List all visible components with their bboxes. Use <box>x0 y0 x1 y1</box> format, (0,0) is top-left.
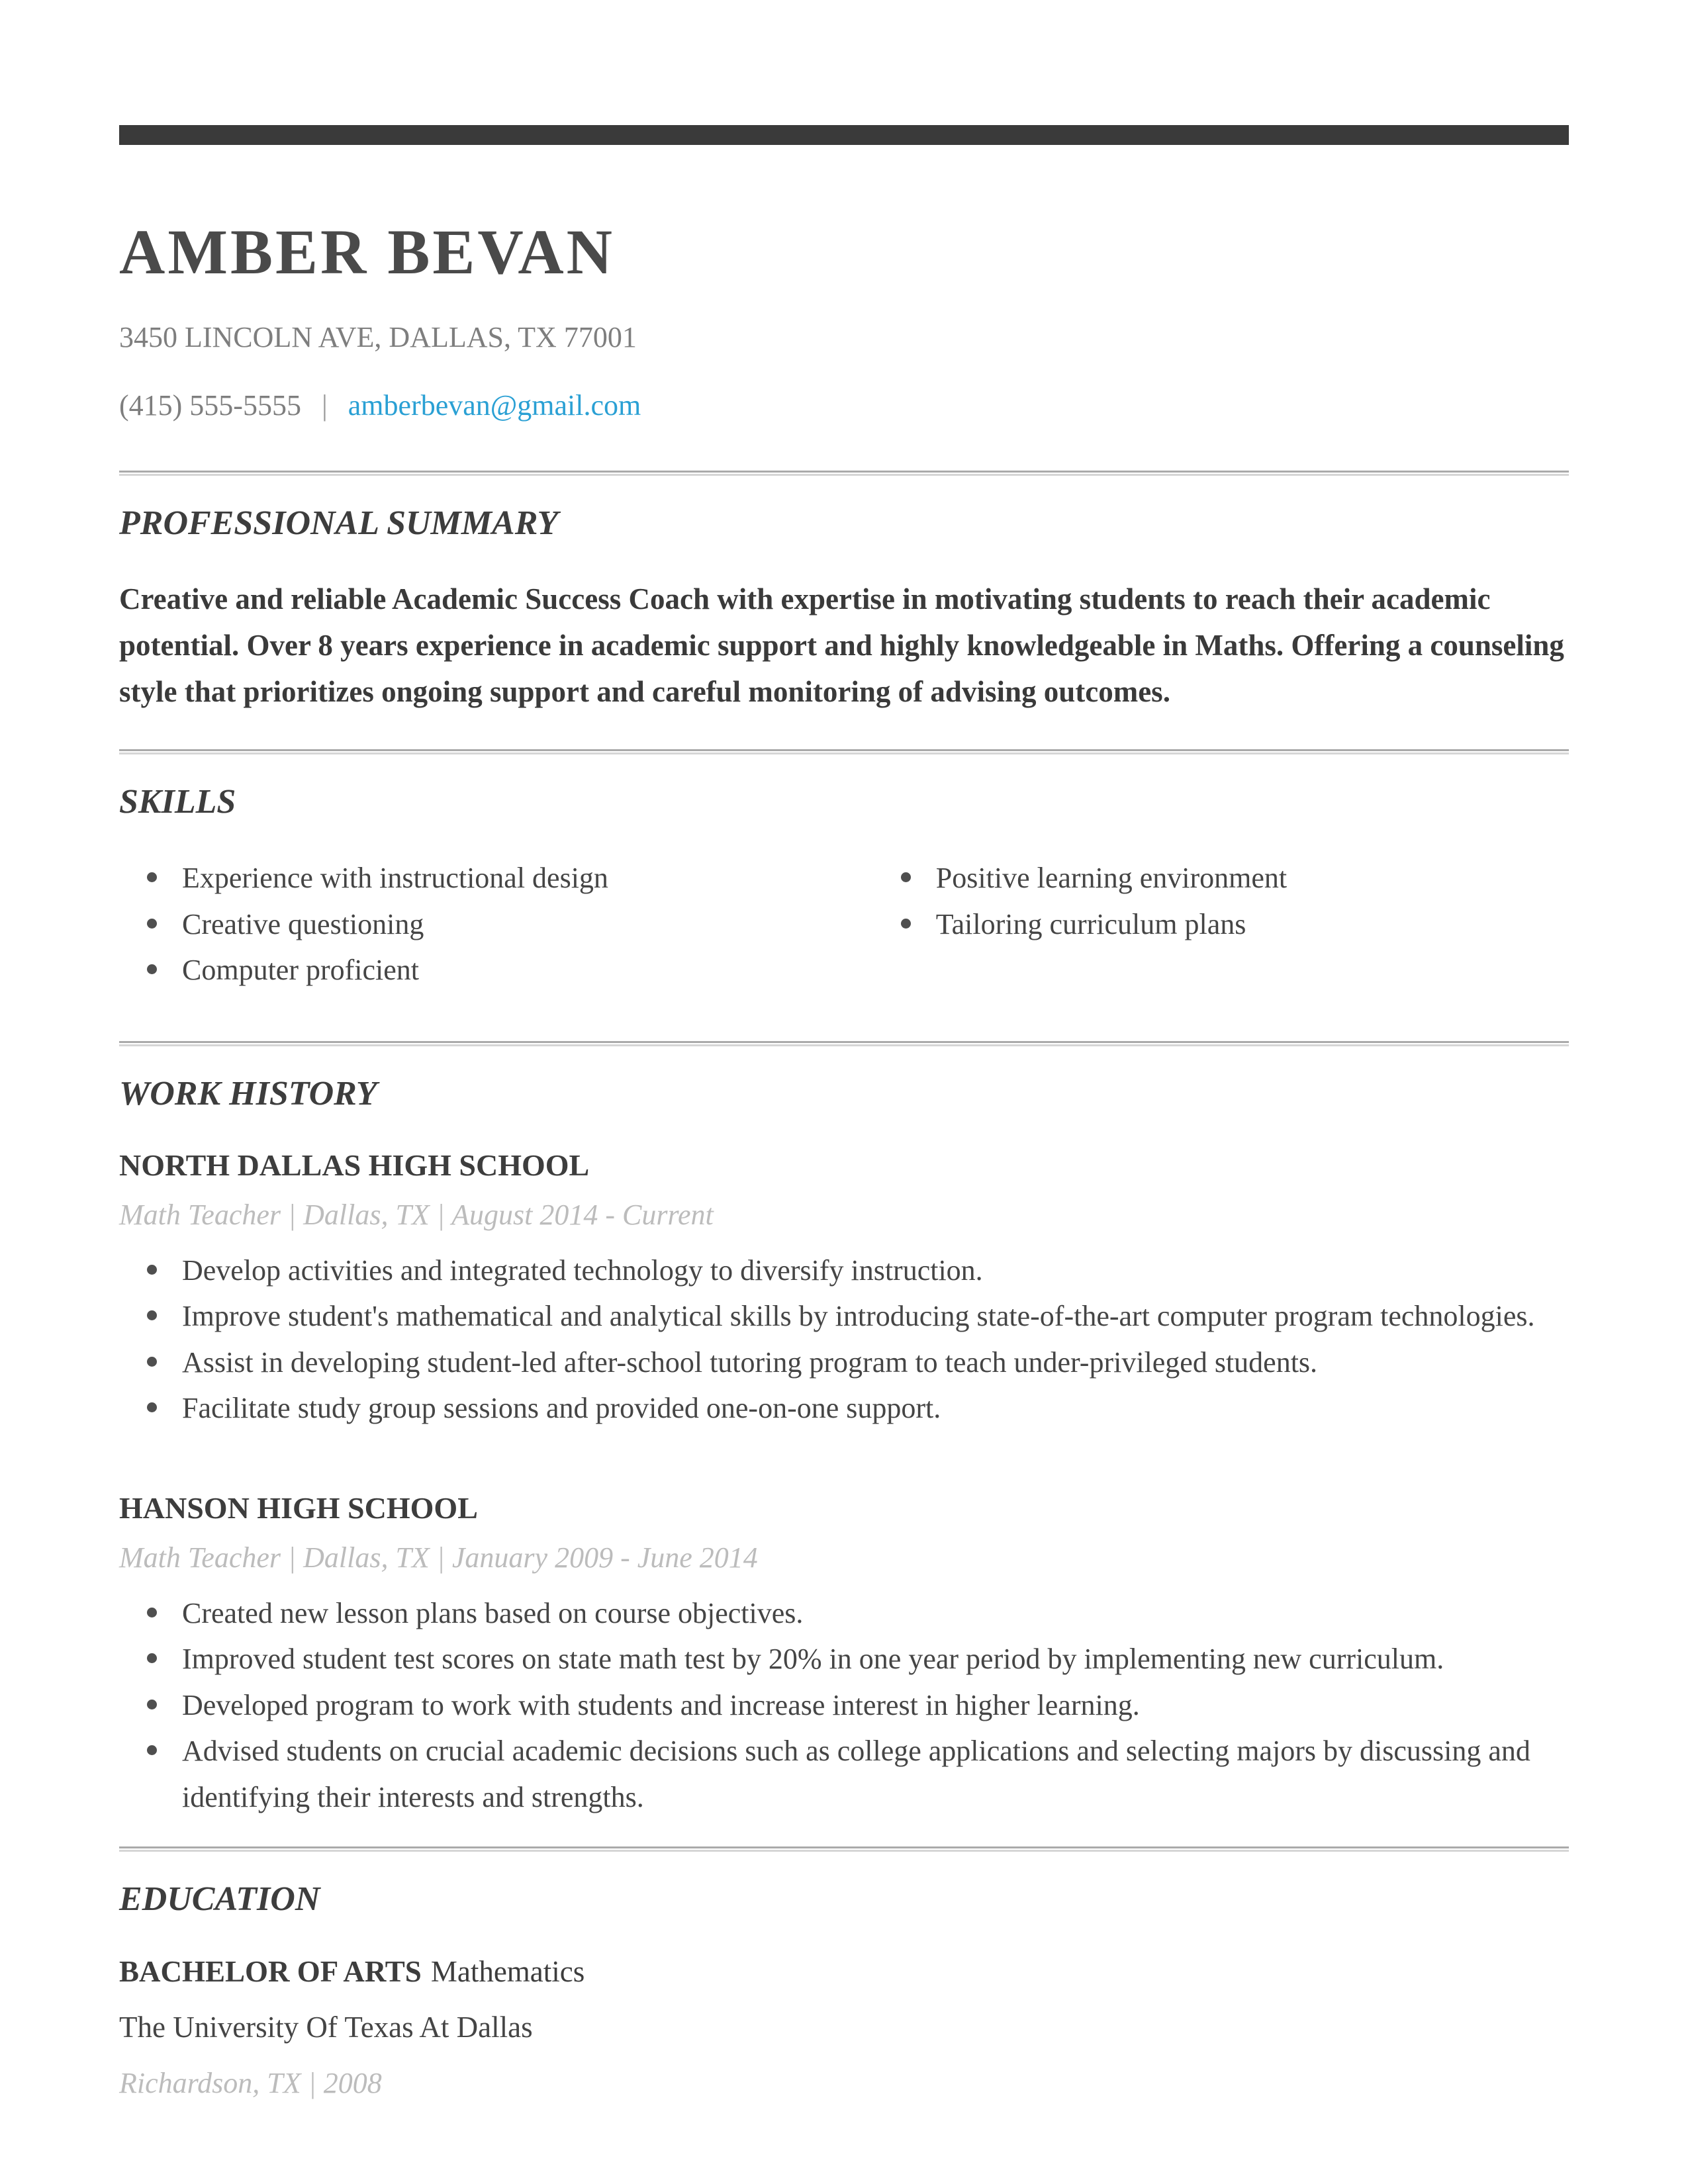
section-divider <box>119 749 1569 754</box>
bullet-icon <box>901 872 911 882</box>
bullet-icon <box>147 1608 157 1617</box>
top-accent-bar <box>119 125 1569 145</box>
employer-name: NORTH DALLAS HIGH SCHOOL <box>119 1148 590 1182</box>
skill-item <box>119 901 873 948</box>
skills-list-right <box>873 855 1569 993</box>
section-divider <box>119 1846 1569 1852</box>
job-bullet <box>119 1636 1569 1682</box>
skills-heading: SKILLS <box>119 783 236 821</box>
bullet-icon <box>147 872 157 882</box>
job-bullet-list <box>119 1248 1569 1432</box>
job-bullet-text: Advised students on crucial academic decisions such as college applications and selecting majors by discussing and identifying their interests and strengths. <box>182 1735 1530 1813</box>
job-bullet-list <box>119 1590 1569 1821</box>
resume-header <box>119 216 1569 423</box>
job-bullet-text: Assist in developing student-led after-school tutoring program to teach under-privileged students. <box>182 1345 1318 1379</box>
job-meta-line: Math Teacher | Dallas, TX | August 2014 - Current <box>119 1198 714 1231</box>
summary-heading: PROFESSIONAL SUMMARY <box>119 504 559 543</box>
work-history-section <box>119 1074 1569 1820</box>
contact-line <box>119 388 1569 424</box>
bullet-icon <box>147 1745 157 1755</box>
skill-item <box>119 947 873 993</box>
education-heading: EDUCATION <box>119 1880 320 1919</box>
job-bullet <box>119 1248 1569 1294</box>
education-meta-line: Richardson, TX | 2008 <box>119 2066 382 2099</box>
summary-paragraph: Creative and reliable Academic Success Coach with expertise in motivating students to reach their academic potential. Over 8 years experience in academic support and highly knowledgeable in Maths. Offering a counseling style that prioritizes ongoing support and careful monitoring of advising outcomes. <box>119 582 1564 708</box>
skill-item <box>873 901 1569 948</box>
degree-name: BACHELOR OF ARTS <box>119 1954 422 1988</box>
job-bullet <box>119 1682 1569 1729</box>
bullet-icon <box>147 1265 157 1275</box>
job-bullet-text: Developed program to work with students and increase interest in higher learning. <box>182 1688 1140 1721</box>
contact-separator: | <box>321 388 328 422</box>
job-bullet <box>119 1340 1569 1386</box>
bullet-icon <box>147 1700 157 1709</box>
skill-label: Creative questioning <box>182 907 424 940</box>
job-bullet-text: Develop activities and integrated technology to diversify instruction. <box>182 1253 983 1287</box>
skills-list-left <box>119 855 873 993</box>
address-line: 3450 LINCOLN AVE, DALLAS, TX 77001 <box>119 320 637 353</box>
skills-section <box>119 782 1569 993</box>
section-divider <box>119 471 1569 476</box>
job-bullet <box>119 1728 1569 1820</box>
section-divider <box>119 1041 1569 1046</box>
candidate-name: AMBER BEVAN <box>119 216 615 287</box>
employer-name: HANSON HIGH SCHOOL <box>119 1490 478 1525</box>
work-history-heading: WORK HISTORY <box>119 1074 377 1113</box>
bullet-icon <box>147 964 157 974</box>
bullet-icon <box>147 1357 157 1367</box>
skills-columns <box>119 855 1569 993</box>
job-entry <box>119 1147 1569 1432</box>
degree-line <box>119 1952 1569 1991</box>
job-bullet <box>119 1385 1569 1432</box>
skill-label: Experience with instructional design <box>182 862 608 895</box>
school-name: The University Of Texas At Dallas <box>119 2011 533 2044</box>
job-bullet <box>119 1293 1569 1340</box>
job-meta-line: Math Teacher | Dallas, TX | January 2009 - June 2014 <box>119 1541 758 1574</box>
bullet-icon <box>147 919 157 929</box>
degree-field: Mathematics <box>430 1954 585 1988</box>
bullet-icon <box>147 1310 157 1320</box>
skill-item <box>873 855 1569 901</box>
job-entry <box>119 1490 1569 1821</box>
skill-label: Positive learning environment <box>935 862 1288 895</box>
email-link[interactable]: amberbevan@gmail.com <box>348 388 641 422</box>
skill-label: Computer proficient <box>182 954 420 987</box>
skill-item <box>119 855 873 901</box>
education-section <box>119 1880 1569 2102</box>
job-bullet-text: Improved student test scores on state math test by 20% in one year period by implementing new curriculum. <box>182 1643 1444 1676</box>
job-bullet-text: Improve student's mathematical and analytical skills by introducing state-of-the-art computer program technologies. <box>182 1300 1535 1333</box>
phone-number: (415) 555-5555 <box>119 388 301 422</box>
bullet-icon <box>147 1653 157 1663</box>
bullet-icon <box>901 919 911 929</box>
skill-label: Tailoring curriculum plans <box>935 907 1246 940</box>
summary-section <box>119 504 1569 715</box>
job-bullet-text: Created new lesson plans based on course objectives. <box>182 1596 804 1629</box>
job-bullet <box>119 1590 1569 1637</box>
job-bullet-text: Facilitate study group sessions and provided one-on-one support. <box>182 1392 941 1425</box>
bullet-icon <box>147 1402 157 1412</box>
